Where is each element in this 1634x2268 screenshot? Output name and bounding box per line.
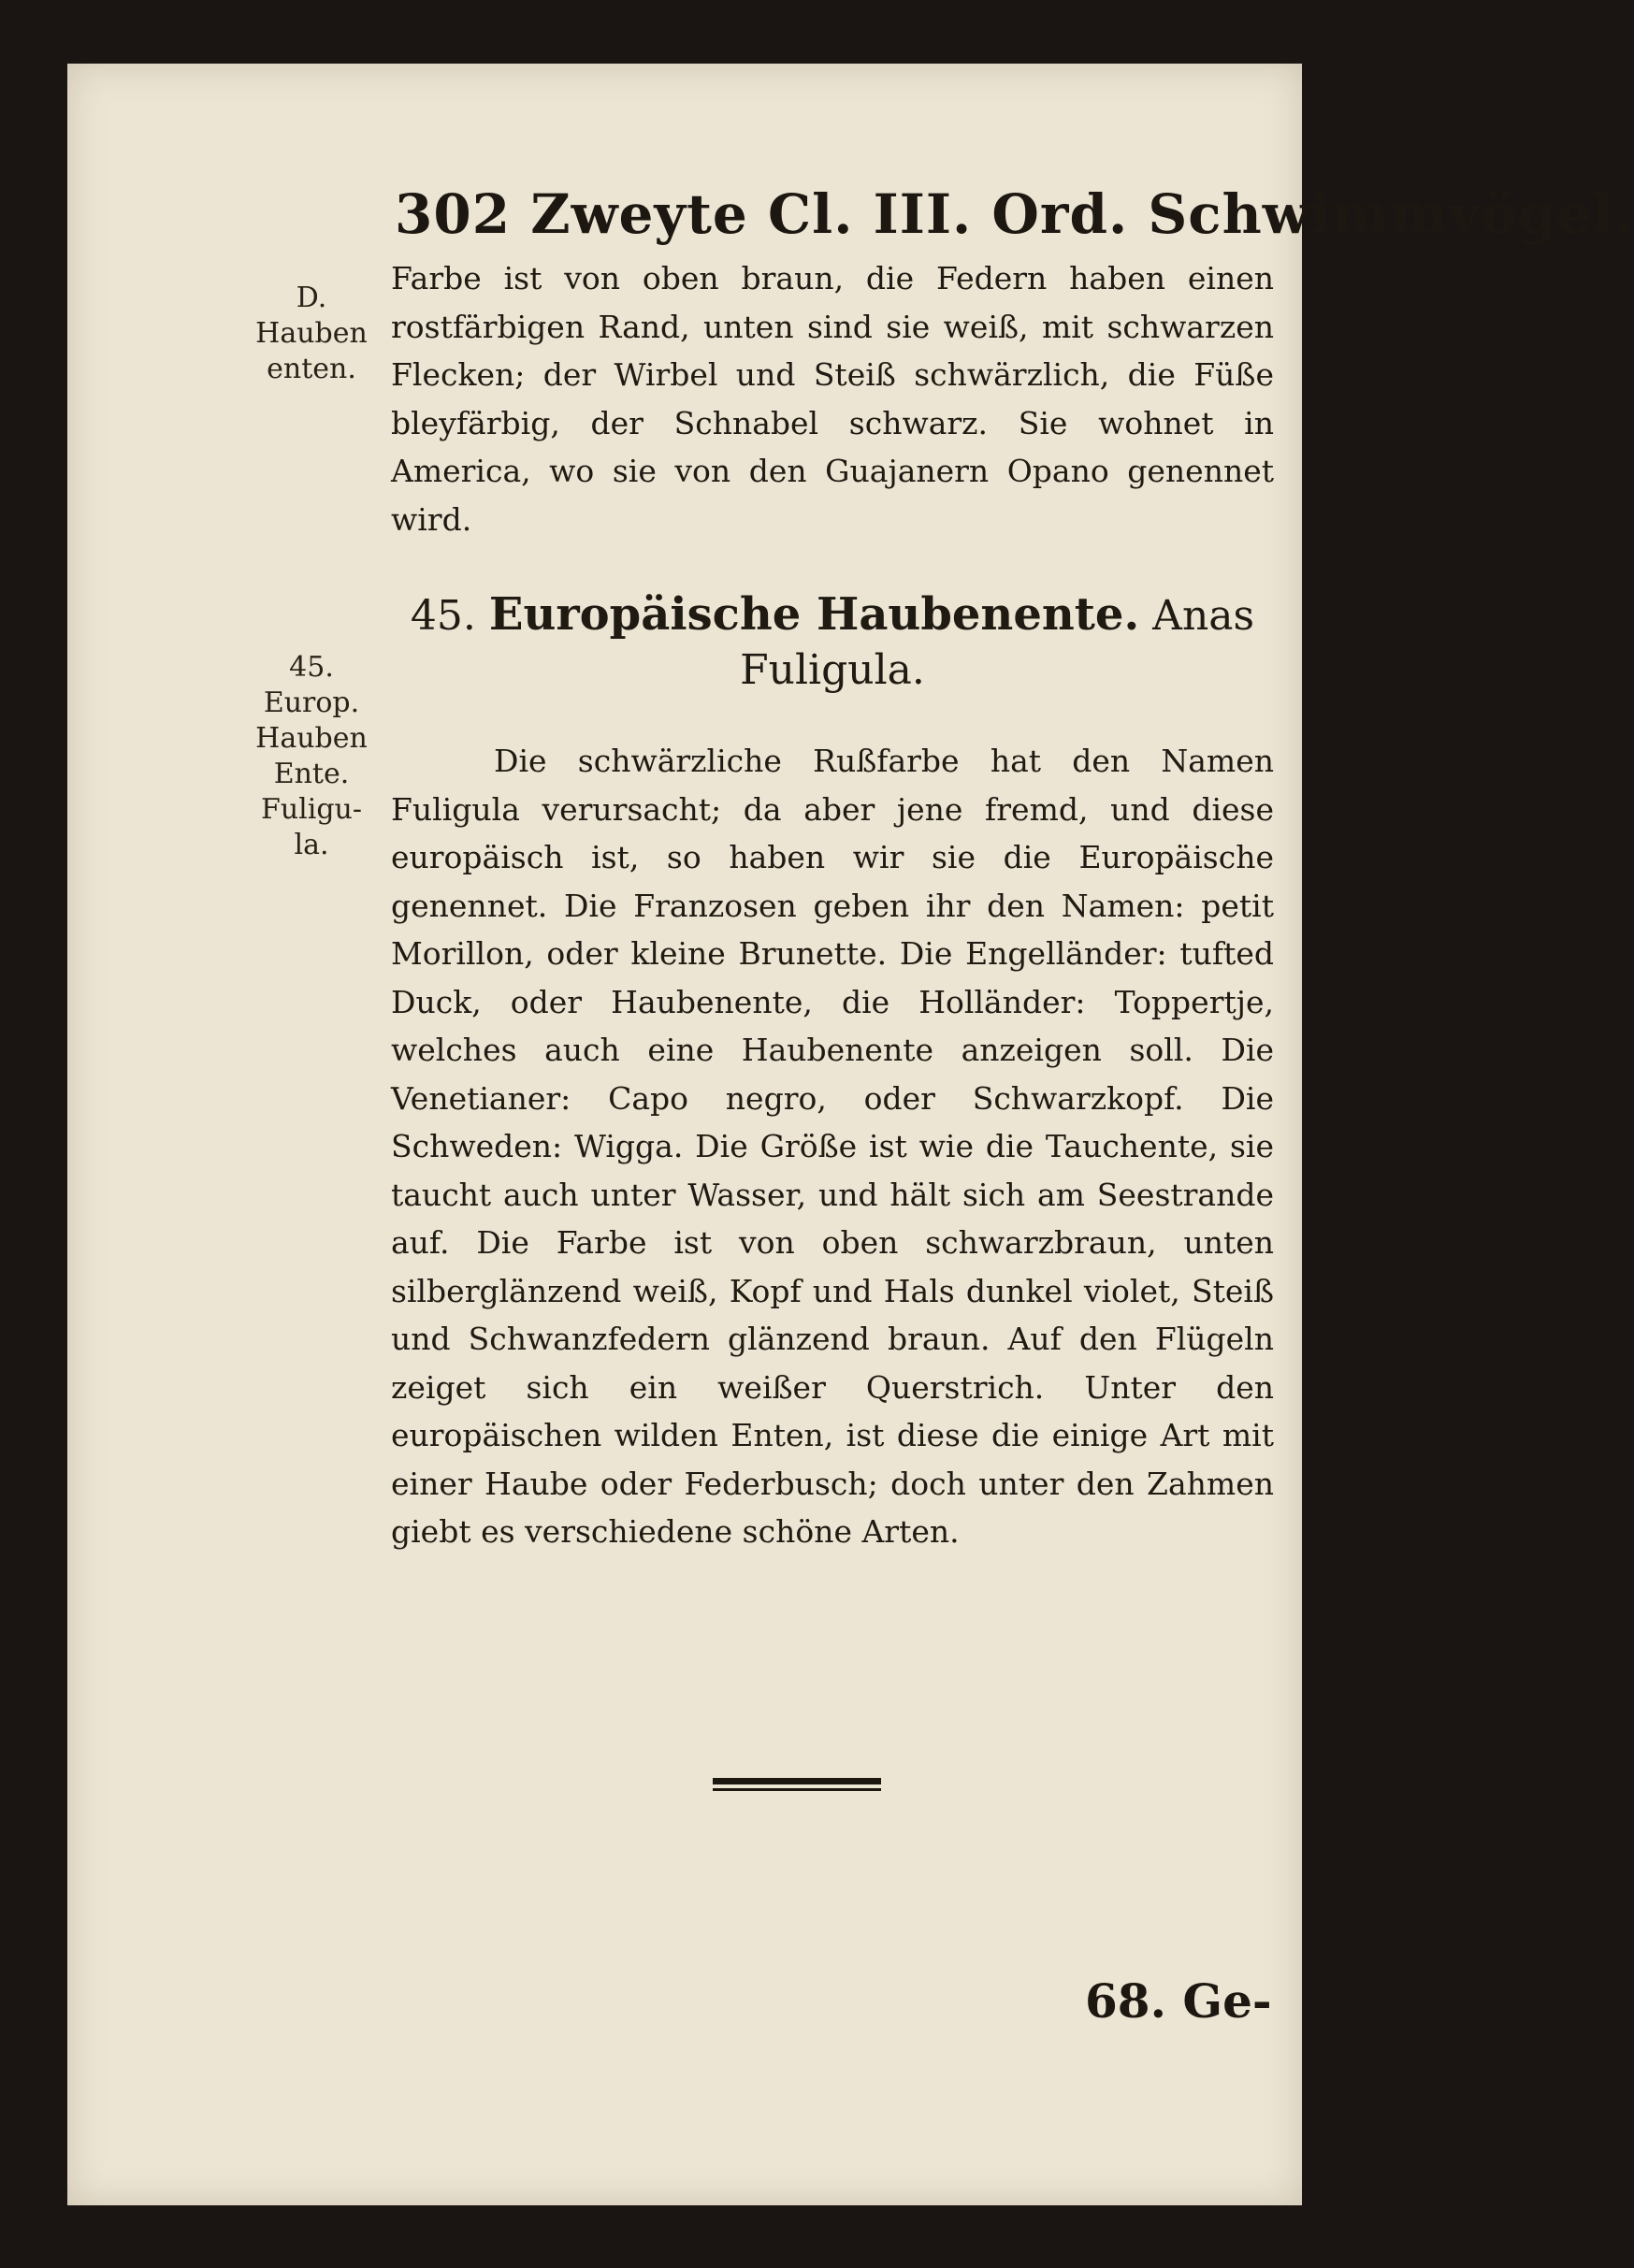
species-name: Europäische Haubenente.: [488, 588, 1140, 641]
marginal-line: enten.: [267, 353, 356, 385]
marginal-note-45: [241, 650, 382, 863]
marginal-line: la.: [294, 829, 329, 861]
catchword: 68. Ge-: [1085, 1973, 1272, 2029]
latin-species: Fuligula.: [740, 646, 925, 694]
marginal-line: 45.: [289, 651, 334, 684]
running-header: 302 Zweyte Cl. III. Ord. Schwimmvögel.: [395, 182, 1634, 246]
latin-genus: Anas: [1152, 592, 1255, 640]
marginal-line: D.: [296, 282, 327, 314]
marginal-note-d: [241, 281, 382, 387]
paragraph-europaeische-haubenente: Die schwärzliche Rußfarbe hat den Namen Fuligula verursacht; da aber jene fremd, und diese europäisch ist, so haben wir sie die Europäische genennet. Die Franzosen geben ihr den Namen: petit Morillon, oder kleine Brunette. Die Engelländer: tufted Duck, oder Haubenente, die Holländer: Toppertje, welches auch eine Haubenente anzeigen soll. Die Venetianer: Capo negro, oder Schwarzkopf. Die Schweden: Wigga. Die Größe ist wie die Tauchente, sie taucht auch unter Wasser, und hält sich am Seestrande auf. Die Farbe ist von oben schwarzbraun, unten silberglänzend weiß, Kopf und Hals dunkel violet, Steiß und Schwanzfedern glänzend braun. Auf den Flügeln zeiget sich ein weißer Querstrich. Unter den europäischen wilden Enten, ist diese die einige Art mit einer Haube oder Federbusch; doch unter den Zahmen giebt es verschiedene schöne Arten.: [391, 743, 1274, 1550]
marginal-line: Fuligu-: [261, 793, 362, 826]
paragraph-hauben-enten: Farbe ist von oben braun, die Federn haben einen rostfärbigen Rand, unten sind sie weiß, mit schwarzen Flecken; der Wirbel und Steiß schwärzlich, die Füße bleyfärbig, der Schnabel schwarz. Sie wohnet in America, wo sie von den Guajanern Opano genennet wird.: [391, 260, 1274, 538]
species-heading: [391, 587, 1274, 698]
marginal-line: Hauben: [255, 722, 368, 755]
species-number: 45.: [410, 592, 476, 640]
marginal-line: Ente.: [273, 758, 350, 790]
marginal-line: Europ.: [263, 686, 360, 719]
marginal-line: Hauben: [255, 317, 368, 350]
section-divider-rule: [713, 1778, 881, 1791]
